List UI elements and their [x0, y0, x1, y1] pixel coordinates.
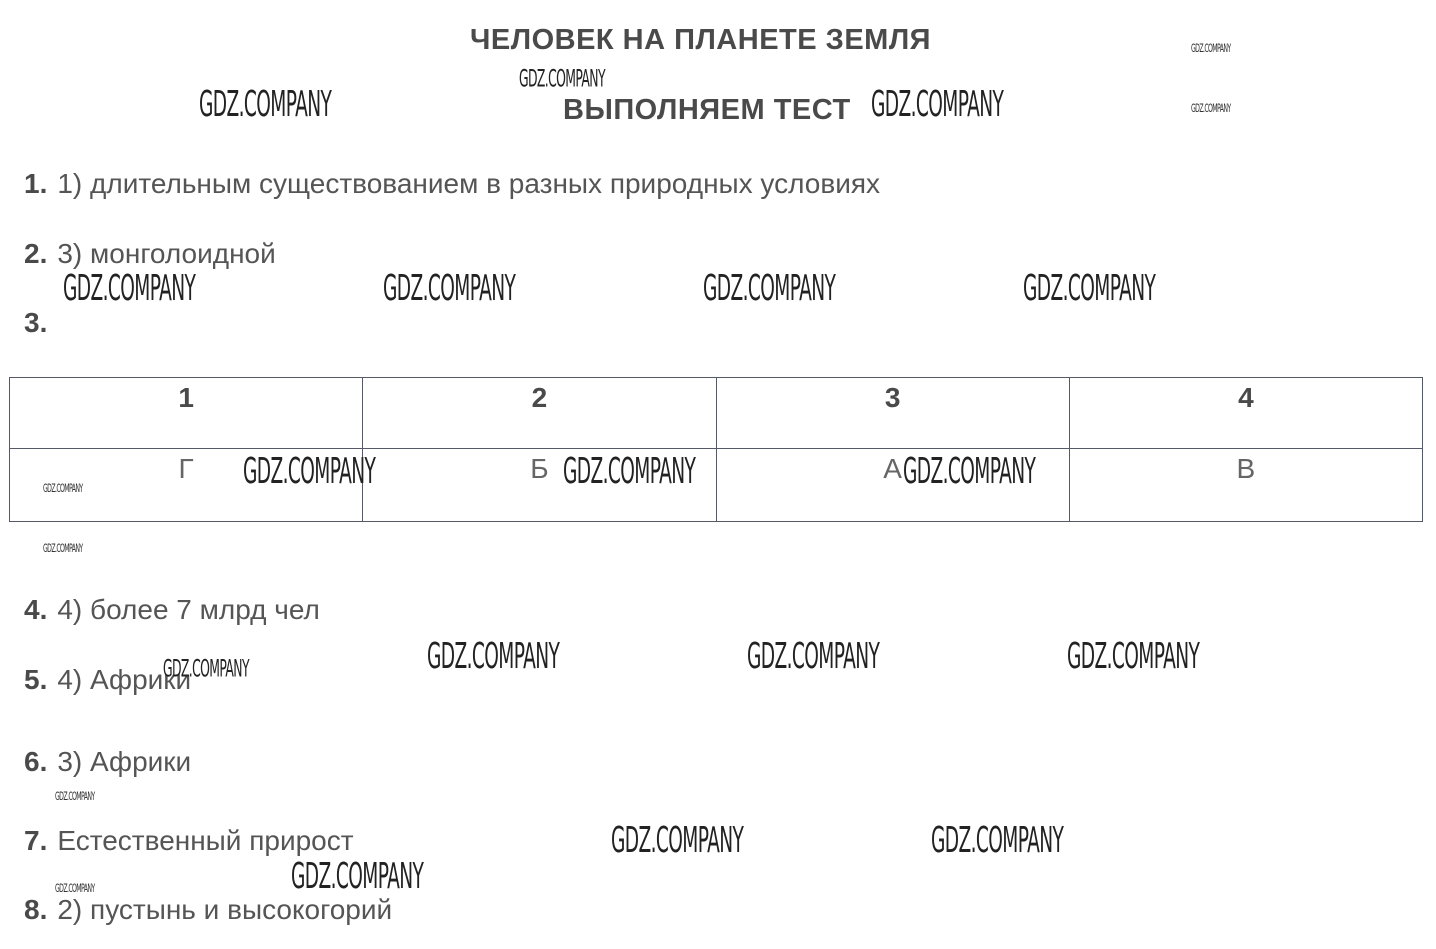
watermark: GDZ.COMPANY: [1067, 636, 1200, 678]
answer-number: 3.: [24, 307, 48, 338]
answer-number: 6.: [24, 746, 48, 777]
table-row: [10, 449, 1423, 522]
watermark: GDZ.COMPANY: [383, 268, 516, 310]
page-subtitle: ВЫПОЛНЯЕМ ТЕСТ: [563, 94, 851, 126]
table-cell: Г: [10, 449, 363, 522]
table-cell: Б: [363, 449, 716, 522]
watermark: GDZ.COMPANY: [931, 820, 1064, 862]
watermark: GDZ.COMPANY: [43, 483, 83, 496]
watermark: GDZ.COMPANY: [55, 791, 95, 804]
answer-text: 3) Африки: [57, 746, 192, 777]
answer-text: 3) монголоидной: [57, 238, 276, 269]
answer-table: [9, 377, 1423, 522]
watermark: GDZ.COMPANY: [427, 636, 560, 678]
answer-number: 5.: [24, 664, 48, 695]
answer-number: 7.: [24, 825, 48, 856]
page-title: ЧЕЛОВЕК НА ПЛАНЕТЕ ЗЕМЛЯ: [470, 24, 932, 56]
answer-text: 4) Африки: [57, 664, 192, 695]
answer-item: [24, 238, 276, 270]
answer-number: 2.: [24, 238, 48, 269]
table-header-cell: 2: [363, 378, 716, 449]
watermark: GDZ.COMPANY: [1191, 43, 1231, 56]
answer-item: [24, 746, 191, 778]
watermark: GDZ.COMPANY: [43, 543, 83, 556]
watermark: GDZ.COMPANY: [611, 820, 744, 862]
answer-text: 2) пустынь и высокогорий: [57, 894, 393, 925]
watermark: GDZ.COMPANY: [63, 268, 196, 310]
table-header-cell: 1: [10, 378, 363, 449]
answer-number: 1.: [24, 168, 48, 199]
table-header-row: [10, 378, 1423, 449]
answer-item: [24, 594, 320, 626]
answer-item: [24, 307, 57, 339]
table-cell: В: [1069, 449, 1422, 522]
watermark: GDZ.COMPANY: [903, 451, 1036, 493]
watermark: GDZ.COMPANY: [563, 451, 696, 493]
watermark: GDZ.COMPANY: [1191, 103, 1231, 116]
watermark: GDZ.COMPANY: [55, 883, 95, 896]
answer-number: 4.: [24, 594, 48, 625]
table-header-cell: 3: [716, 378, 1069, 449]
watermark: GDZ.COMPANY: [747, 636, 880, 678]
table-cell: А: [716, 449, 1069, 522]
answer-text: 4) более 7 млрд чел: [57, 594, 320, 625]
watermark: GDZ.COMPANY: [243, 451, 376, 493]
answer-text: Естественный прирост: [57, 825, 354, 856]
watermark: GDZ.COMPANY: [519, 64, 605, 93]
watermark: GDZ.COMPANY: [871, 84, 1004, 126]
answer-item: [24, 894, 392, 926]
answer-text: 1) длительным существованием в разных природных условиях: [57, 168, 881, 199]
watermark: GDZ.COMPANY: [199, 84, 332, 126]
table-header-cell: 4: [1069, 378, 1422, 449]
watermark: GDZ.COMPANY: [703, 268, 836, 310]
watermark: GDZ.COMPANY: [1023, 268, 1156, 310]
answer-item: [24, 168, 880, 200]
watermark: GDZ.COMPANY: [291, 856, 424, 898]
answer-item: [24, 825, 354, 857]
watermark: GDZ.COMPANY: [163, 654, 249, 683]
answer-number: 8.: [24, 894, 48, 925]
